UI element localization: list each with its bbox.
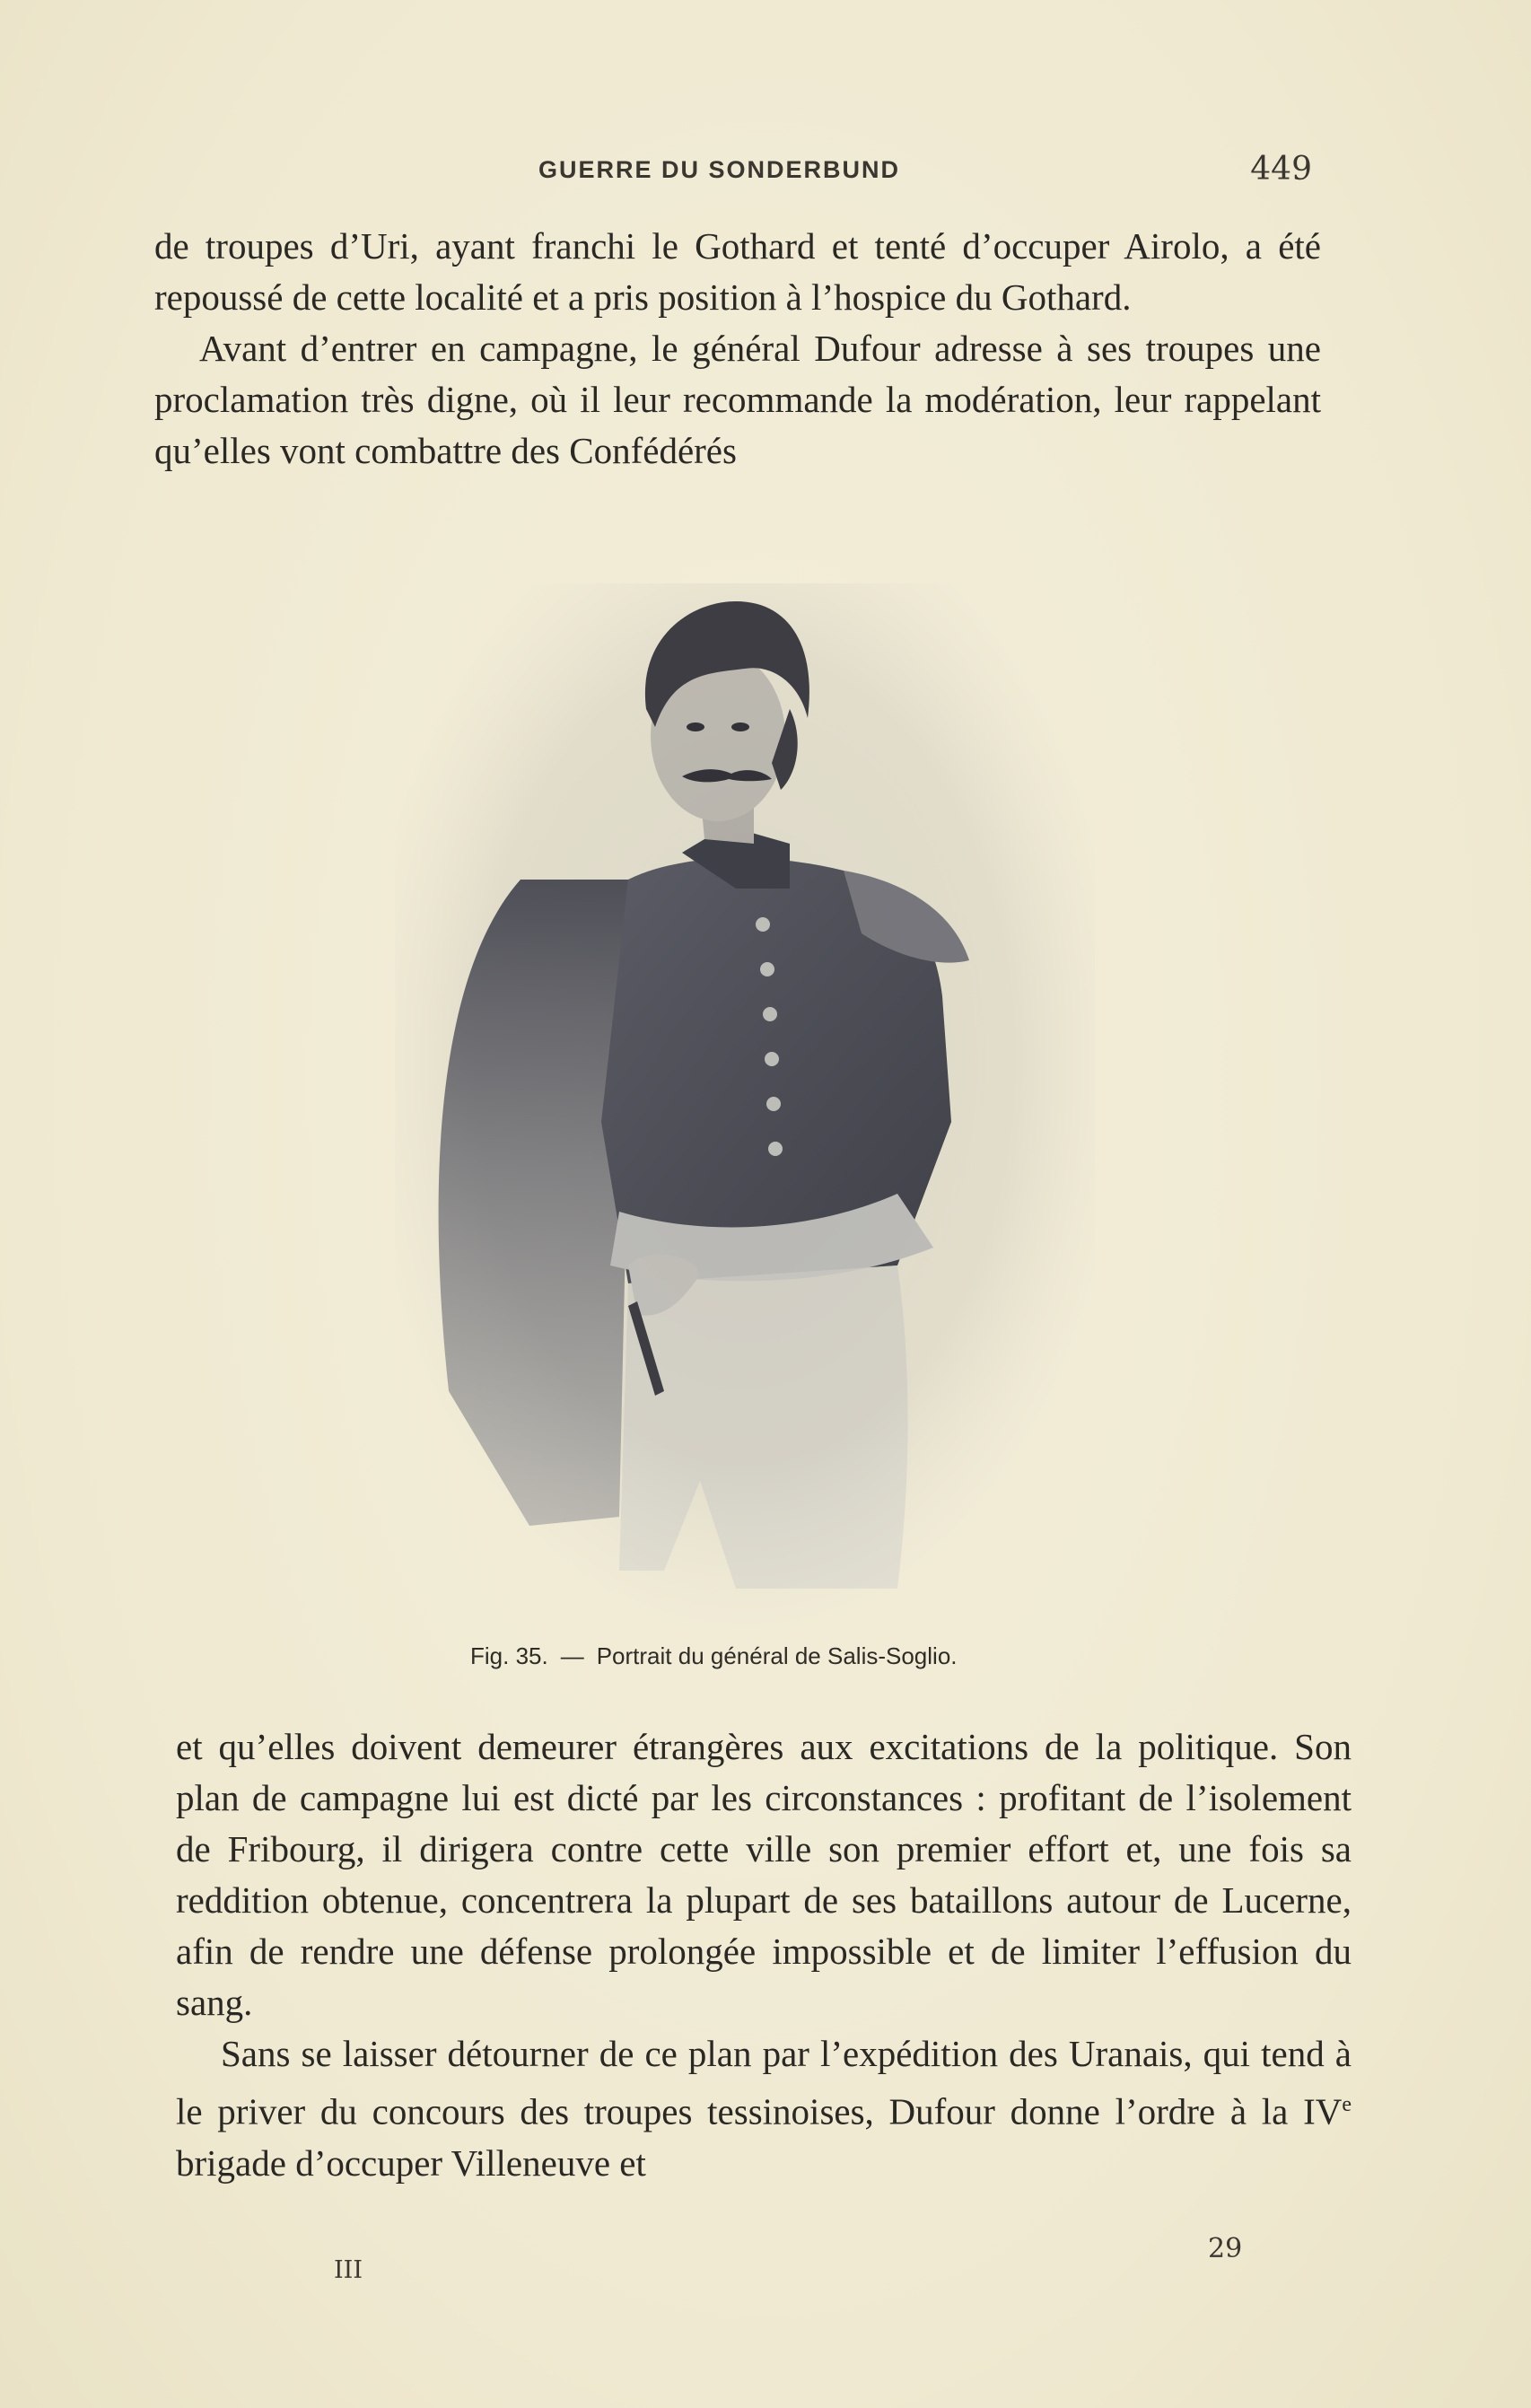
page-number: 449 xyxy=(1250,151,1312,188)
paragraph-text: brigade d’occuper Villeneuve et xyxy=(176,2141,646,2184)
signature-mark: III xyxy=(334,2256,363,2284)
running-head: GUERRE DU SONDERBUND xyxy=(538,156,901,183)
page-header xyxy=(538,151,1328,194)
paragraph xyxy=(176,2028,1352,2189)
body-text-top xyxy=(154,221,1321,477)
paragraph: de troupes d’Uri, ayant franchi le Gothard et tenté d’occuper Airolo, a été repoussé de cette localité et a pris position à l’hospice du Gothard. xyxy=(154,225,1321,318)
sheet-number: 29 xyxy=(1208,2233,1243,2264)
paragraph: et qu’elles doivent demeurer étrangères aux excitations de la politique. Son plan de campagne lui est dicté par les circonstances : profitant de l’isolement de Fribourg, il dirigera contre cette ville son premier effort et, une fois sa reddition obtenue, concentrera la plupart de ses bataillons autour de Lucerne, afin de rendre une défense prolongée impossible et de limiter l’effusion du sang. xyxy=(176,1726,1352,2023)
caption-dash: — xyxy=(560,1642,584,1669)
portrait-illustration xyxy=(395,583,1095,1642)
body-text-bottom xyxy=(176,1721,1352,2189)
superscript: e xyxy=(1342,2093,1352,2116)
paragraph-text: Sans se laisser détourner de ce plan par l’expédition des Uranais, qui tend à le priver du concours des troupes tessinoises, Dufour donne l’ordre à la IV xyxy=(176,2033,1352,2132)
caption-label: Fig. 35. xyxy=(470,1642,548,1669)
figure-caption xyxy=(470,1642,1170,1670)
caption-text: Portrait du général de Salis-Soglio. xyxy=(596,1642,958,1669)
shading-overlay xyxy=(395,583,1095,1642)
paragraph: Avant d’entrer en campagne, le général Dufour adresse à ses troupes une proclamation très digne, où il leur recommande la modération, leur rappelant qu’elles vont combattre des Confédérés xyxy=(154,328,1321,471)
portrait-engraving xyxy=(395,583,1095,1642)
